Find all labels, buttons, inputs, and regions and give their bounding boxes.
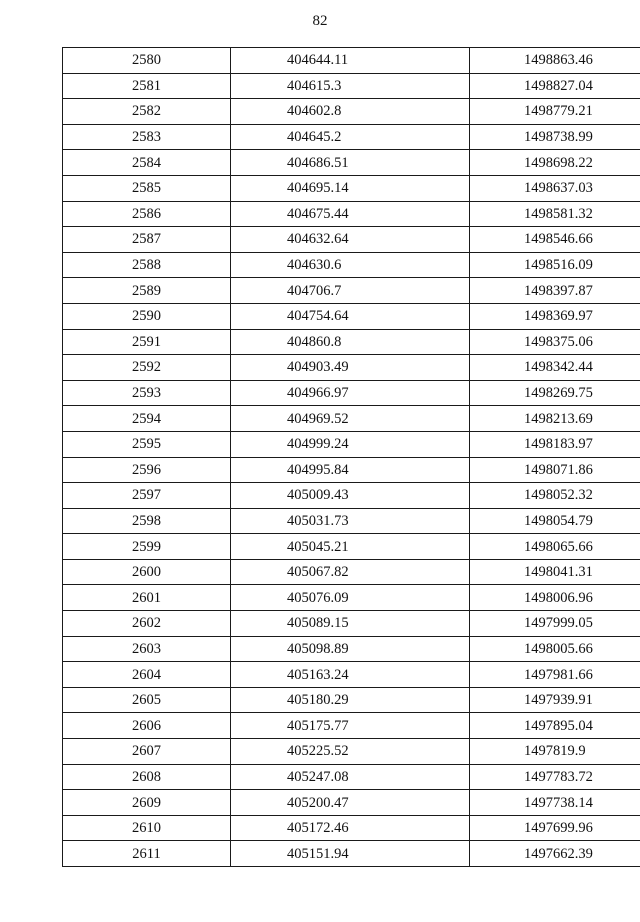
y-coordinate-cell: 1498516.09	[470, 252, 640, 278]
table-row	[63, 457, 640, 483]
x-coordinate-cell: 405225.52	[231, 739, 470, 765]
table-row	[63, 611, 640, 637]
table-row	[63, 278, 640, 304]
point-number-cell: 2605	[63, 687, 231, 713]
point-number-cell: 2587	[63, 227, 231, 253]
x-coordinate-cell: 405247.08	[231, 764, 470, 790]
y-coordinate-cell: 1497699.96	[470, 815, 640, 841]
x-coordinate-cell: 404645.2	[231, 124, 470, 150]
y-coordinate-cell: 1497738.14	[470, 790, 640, 816]
y-coordinate-cell: 1497819.9	[470, 739, 640, 765]
x-coordinate-cell: 404754.64	[231, 303, 470, 329]
point-number-cell: 2598	[63, 508, 231, 534]
table-row	[63, 534, 640, 560]
table-row	[63, 739, 640, 765]
x-coordinate-cell: 405009.43	[231, 483, 470, 509]
page-number: 82	[312, 13, 328, 29]
table-row	[63, 99, 640, 125]
x-coordinate-cell: 405163.24	[231, 662, 470, 688]
y-coordinate-cell: 1498546.66	[470, 227, 640, 253]
coordinates-table	[62, 47, 640, 867]
x-coordinate-cell: 405180.29	[231, 687, 470, 713]
x-coordinate-cell: 404903.49	[231, 355, 470, 381]
y-coordinate-cell: 1498863.46	[470, 48, 640, 74]
y-coordinate-cell: 1498005.66	[470, 636, 640, 662]
x-coordinate-cell: 404966.97	[231, 380, 470, 406]
y-coordinate-cell: 1498213.69	[470, 406, 640, 432]
y-coordinate-cell: 1498779.21	[470, 99, 640, 125]
point-number-cell: 2601	[63, 585, 231, 611]
table-row	[63, 662, 640, 688]
y-coordinate-cell: 1498041.31	[470, 559, 640, 585]
y-coordinate-cell: 1498006.96	[470, 585, 640, 611]
y-coordinate-cell: 1498269.75	[470, 380, 640, 406]
table-row	[63, 73, 640, 99]
table-row	[63, 329, 640, 355]
table-row	[63, 227, 640, 253]
x-coordinate-cell: 404632.64	[231, 227, 470, 253]
x-coordinate-cell: 405089.15	[231, 611, 470, 637]
point-number-cell: 2592	[63, 355, 231, 381]
point-number-cell: 2580	[63, 48, 231, 74]
y-coordinate-cell: 1498375.06	[470, 329, 640, 355]
y-coordinate-cell: 1497981.66	[470, 662, 640, 688]
y-coordinate-cell: 1498637.03	[470, 175, 640, 201]
y-coordinate-cell: 1498827.04	[470, 73, 640, 99]
point-number-cell: 2585	[63, 175, 231, 201]
table-row	[63, 303, 640, 329]
table-row	[63, 406, 640, 432]
table-row	[63, 124, 640, 150]
x-coordinate-cell: 404995.84	[231, 457, 470, 483]
y-coordinate-cell: 1497662.39	[470, 841, 640, 867]
x-coordinate-cell: 404695.14	[231, 175, 470, 201]
point-number-cell: 2581	[63, 73, 231, 99]
x-coordinate-cell: 404969.52	[231, 406, 470, 432]
point-number-cell: 2599	[63, 534, 231, 560]
x-coordinate-cell: 405200.47	[231, 790, 470, 816]
coordinates-table-body	[63, 48, 640, 867]
point-number-cell: 2602	[63, 611, 231, 637]
point-number-cell: 2583	[63, 124, 231, 150]
point-number-cell: 2590	[63, 303, 231, 329]
x-coordinate-cell: 405151.94	[231, 841, 470, 867]
y-coordinate-cell: 1498054.79	[470, 508, 640, 534]
point-number-cell: 2604	[63, 662, 231, 688]
table-row	[63, 431, 640, 457]
x-coordinate-cell: 405031.73	[231, 508, 470, 534]
y-coordinate-cell: 1498071.86	[470, 457, 640, 483]
x-coordinate-cell: 404675.44	[231, 201, 470, 227]
table-row	[63, 636, 640, 662]
y-coordinate-cell: 1497783.72	[470, 764, 640, 790]
point-number-cell: 2610	[63, 815, 231, 841]
y-coordinate-cell: 1498738.99	[470, 124, 640, 150]
point-number-cell: 2607	[63, 739, 231, 765]
point-number-cell: 2582	[63, 99, 231, 125]
y-coordinate-cell: 1498052.32	[470, 483, 640, 509]
point-number-cell: 2584	[63, 150, 231, 176]
table-row	[63, 483, 640, 509]
point-number-cell: 2594	[63, 406, 231, 432]
point-number-cell: 2597	[63, 483, 231, 509]
point-number-cell: 2606	[63, 713, 231, 739]
y-coordinate-cell: 1497939.91	[470, 687, 640, 713]
y-coordinate-cell: 1498342.44	[470, 355, 640, 381]
point-number-cell: 2591	[63, 329, 231, 355]
x-coordinate-cell: 405076.09	[231, 585, 470, 611]
y-coordinate-cell: 1498397.87	[470, 278, 640, 304]
x-coordinate-cell: 404615.3	[231, 73, 470, 99]
point-number-cell: 2593	[63, 380, 231, 406]
point-number-cell: 2588	[63, 252, 231, 278]
table-row	[63, 764, 640, 790]
x-coordinate-cell: 404686.51	[231, 150, 470, 176]
table-row	[63, 687, 640, 713]
point-number-cell: 2586	[63, 201, 231, 227]
point-number-cell: 2589	[63, 278, 231, 304]
point-number-cell: 2595	[63, 431, 231, 457]
y-coordinate-cell: 1498698.22	[470, 150, 640, 176]
point-number-cell: 2608	[63, 764, 231, 790]
x-coordinate-cell: 405098.89	[231, 636, 470, 662]
x-coordinate-cell: 404644.11	[231, 48, 470, 74]
y-coordinate-cell: 1498065.66	[470, 534, 640, 560]
y-coordinate-cell: 1498183.97	[470, 431, 640, 457]
point-number-cell: 2603	[63, 636, 231, 662]
x-coordinate-cell: 404999.24	[231, 431, 470, 457]
point-number-cell: 2611	[63, 841, 231, 867]
table-row	[63, 175, 640, 201]
table-row	[63, 150, 640, 176]
x-coordinate-cell: 405045.21	[231, 534, 470, 560]
table-row	[63, 201, 640, 227]
y-coordinate-cell: 1498369.97	[470, 303, 640, 329]
x-coordinate-cell: 405067.82	[231, 559, 470, 585]
x-coordinate-cell: 404860.8	[231, 329, 470, 355]
table-row	[63, 48, 640, 74]
point-number-cell: 2596	[63, 457, 231, 483]
x-coordinate-cell: 404706.7	[231, 278, 470, 304]
point-number-cell: 2600	[63, 559, 231, 585]
table-row	[63, 585, 640, 611]
table-row	[63, 508, 640, 534]
table-row	[63, 841, 640, 867]
y-coordinate-cell: 1497999.05	[470, 611, 640, 637]
x-coordinate-cell: 405175.77	[231, 713, 470, 739]
x-coordinate-cell: 404630.6	[231, 252, 470, 278]
x-coordinate-cell: 405172.46	[231, 815, 470, 841]
y-coordinate-cell: 1497895.04	[470, 713, 640, 739]
table-row	[63, 559, 640, 585]
table-row	[63, 790, 640, 816]
table-row	[63, 355, 640, 381]
x-coordinate-cell: 404602.8	[231, 99, 470, 125]
point-number-cell: 2609	[63, 790, 231, 816]
table-row	[63, 713, 640, 739]
table-row	[63, 380, 640, 406]
y-coordinate-cell: 1498581.32	[470, 201, 640, 227]
table-row	[63, 252, 640, 278]
table-row	[63, 815, 640, 841]
